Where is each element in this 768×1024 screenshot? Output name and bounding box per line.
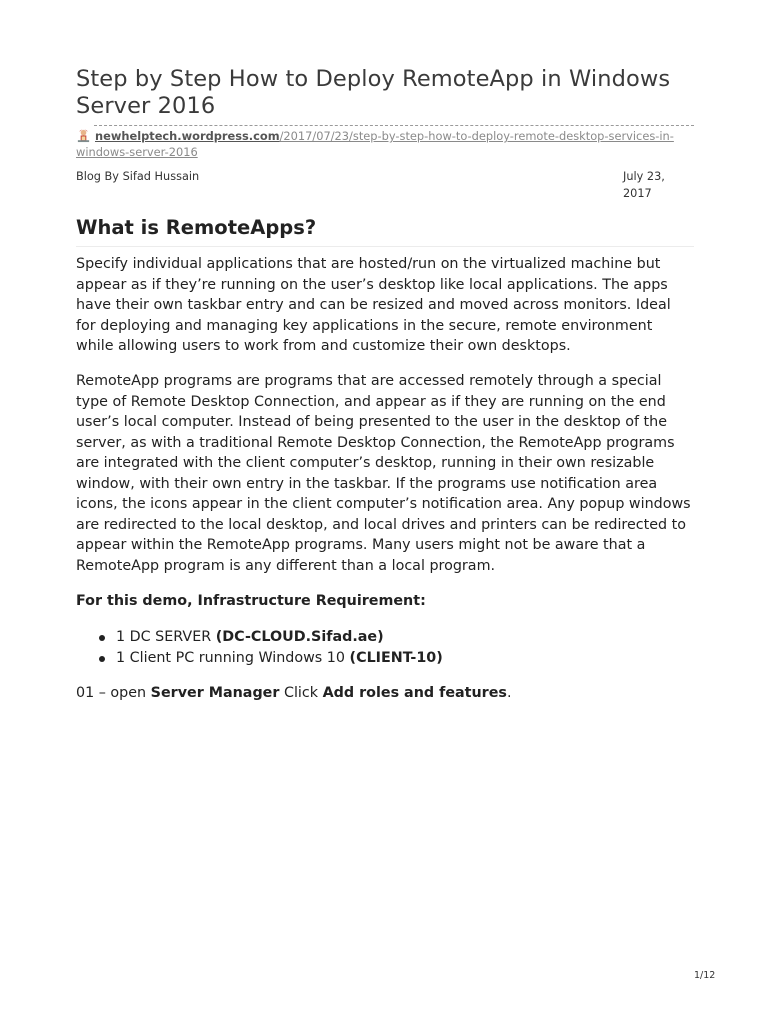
- bullet-icon: [99, 635, 105, 641]
- source-domain-link[interactable]: newhelptech.wordpress.com: [95, 129, 280, 143]
- step-app-name: Server Manager: [150, 685, 280, 701]
- step-suffix: .: [506, 685, 512, 701]
- source-path-link[interactable]: /2017/07/23/step-by-step-how-to-deploy-remote-desktop-services-in-windows-server-2016: [76, 129, 674, 159]
- source-url[interactable]: [76, 128, 694, 160]
- list-item-bold: (DC-CLOUD.Sifad.ae): [215, 629, 384, 645]
- list-item-text: 1 DC SERVER: [116, 629, 216, 645]
- list-item-bold: (CLIENT-10): [349, 649, 443, 666]
- page-title: Step by Step How to Deploy RemoteApp in Windows Server 2016: [76, 66, 671, 119]
- bullet-icon: [99, 656, 105, 662]
- intro-paragraph: Specify individual applications that are hosted/run on the virtualized machine but appear as if they’re running on the user’s desktop like local applications. The apps have their own taskbar entry and can be resized and moved across monitors. Ideal for deploying and managing key applications in the secure, remote environment while allowing users to work from and customize their own desktops.: [76, 256, 671, 354]
- requirements-label: For this demo, Infrastructure Requirement:: [76, 593, 426, 609]
- page-number: 1/12: [694, 970, 716, 981]
- publish-date: July 23, 2017: [623, 170, 665, 200]
- list-item-text: 1 Client PC running Windows 10: [116, 649, 350, 666]
- remoteapp-paragraph: RemoteApp programs are programs that are accessed remotely through a special type of Remote Desktop Connection, and appear as if they are running on the end user’s local computer. Instead of being presented to the user in the desktop of the server, as with a traditional Remote Desktop Connection, the RemoteApp programs are integrated with the client computer’s desktop, running in their own resizable window, with their own entry in the taskbar. If the programs use notification area icons, the icons appear in the client computer’s notification area. Any popup windows are redirected to the local desktop, and local drives and printers can be redirected to appear within the RemoteApp programs. Many users might not be aware that a RemoteApp program is any different than a local program.: [76, 373, 691, 574]
- list-item: [76, 648, 443, 669]
- requirements-list: [76, 627, 443, 668]
- step-middle: Click: [279, 685, 323, 701]
- section-heading: What is RemoteApps?: [76, 216, 317, 239]
- heading-divider: [76, 246, 694, 247]
- step-prefix: 01 – open: [76, 685, 151, 701]
- step-instruction: [76, 683, 511, 704]
- title-divider: [94, 125, 694, 126]
- site-favicon-icon: [76, 128, 91, 143]
- author-byline: Blog By Sifad Hussain: [76, 170, 200, 183]
- list-item: [76, 627, 443, 648]
- step-action: Add roles and features: [322, 685, 507, 701]
